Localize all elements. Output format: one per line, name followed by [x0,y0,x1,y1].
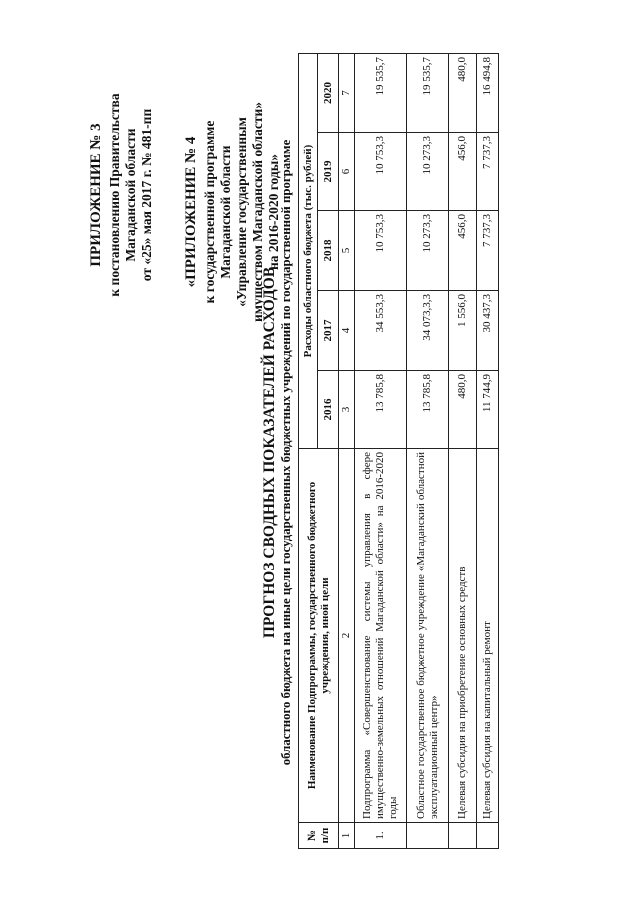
column-index: 7 [339,54,355,133]
row-value: 1 556,0 [449,291,477,371]
column-index: 1 [339,823,355,849]
appendix-4-line: имуществом Магаданской области» [250,101,265,323]
row-value: 34 073,3,3 [407,291,449,371]
table-row [407,54,449,849]
document-title: ПРОГНОЗ СВОДНЫХ ПОКАЗАТЕЛЕЙ РАСХОДОВ [261,266,278,639]
column-index: 3 [339,371,355,449]
row-value: 480,0 [449,54,477,133]
expenses-table [298,53,499,849]
header-num: № п/п [299,823,339,849]
row-num [407,823,449,849]
row-value: 10 753,3 [355,133,407,211]
row-value: 7 737,3 [477,211,499,291]
row-name: Подпрограмма «Совершенствование системы управления в сфере имущественно-земельных отношений Магаданской области» на 2016-2020 годы [355,449,407,823]
column-index-row [339,54,355,849]
header-name: Наименование Подпрограммы, государственного бюджетного учреждения, иной цели [299,449,339,823]
row-value: 456,0 [449,133,477,211]
row-value: 480,0 [449,371,477,449]
row-value: 10 273,3 [407,211,449,291]
appendix-3-title: ПРИЛОЖЕНИЕ № 3 [88,123,104,267]
appendix-3-header [88,45,155,345]
appendix-4-line: на 2016-2020 годы» [266,153,281,271]
header-expenses-group: Расходы областного бюджета (тыс. рублей) [299,54,318,449]
table-row [449,54,477,849]
row-value: 30 437,3 [477,291,499,371]
appendix-4-title: «ПРИЛОЖЕНИЕ № 4 [183,136,199,288]
appendix-4-line: Магаданской области [218,145,233,279]
row-value: 456,0 [449,211,477,291]
header-year: 2020 [318,54,339,133]
header-year: 2019 [318,133,339,211]
appendix-4-line: «Управление государственным [234,117,249,307]
row-value: 10 753,3 [355,211,407,291]
document-subtitle: областного бюджета на иные цели государственных бюджетных учреждений по государственной программе [279,139,293,766]
row-name: Целевая субсидия на капитальный ремонт [477,449,499,823]
row-name: Целевая субсидия на приобретение основных средств [449,449,477,823]
header-year: 2017 [318,291,339,371]
header-year: 2016 [318,371,339,449]
table-row [477,54,499,849]
column-index: 4 [339,291,355,371]
column-index: 2 [339,449,355,823]
appendix-3-line: Магаданской области [123,128,138,262]
row-num [449,823,477,849]
appendix-3-line: к постановлению Правительства [107,93,122,297]
row-value: 13 785,8 [407,371,449,449]
row-value: 7 737,3 [477,133,499,211]
row-value: 16 494,8 [477,54,499,133]
column-index: 6 [339,133,355,211]
column-index: 5 [339,211,355,291]
appendix-4-line: к государственной программе [202,120,217,304]
appendix-3-line: от «25» мая 2017 г. № 481-пп [139,108,154,282]
row-value: 19 535,7 [355,54,407,133]
row-value: 34 553,3 [355,291,407,371]
row-num: 1. [355,823,407,849]
row-value: 19 535,7 [407,54,449,133]
table-row [355,54,407,849]
header-year: 2018 [318,211,339,291]
row-num [477,823,499,849]
row-value: 11 744,9 [477,371,499,449]
row-name: Областное государственное бюджетное учреждение «Магаданский областной эксплуатационный центр» [407,449,449,823]
row-value: 13 785,8 [355,371,407,449]
row-value: 10 273,3 [407,133,449,211]
